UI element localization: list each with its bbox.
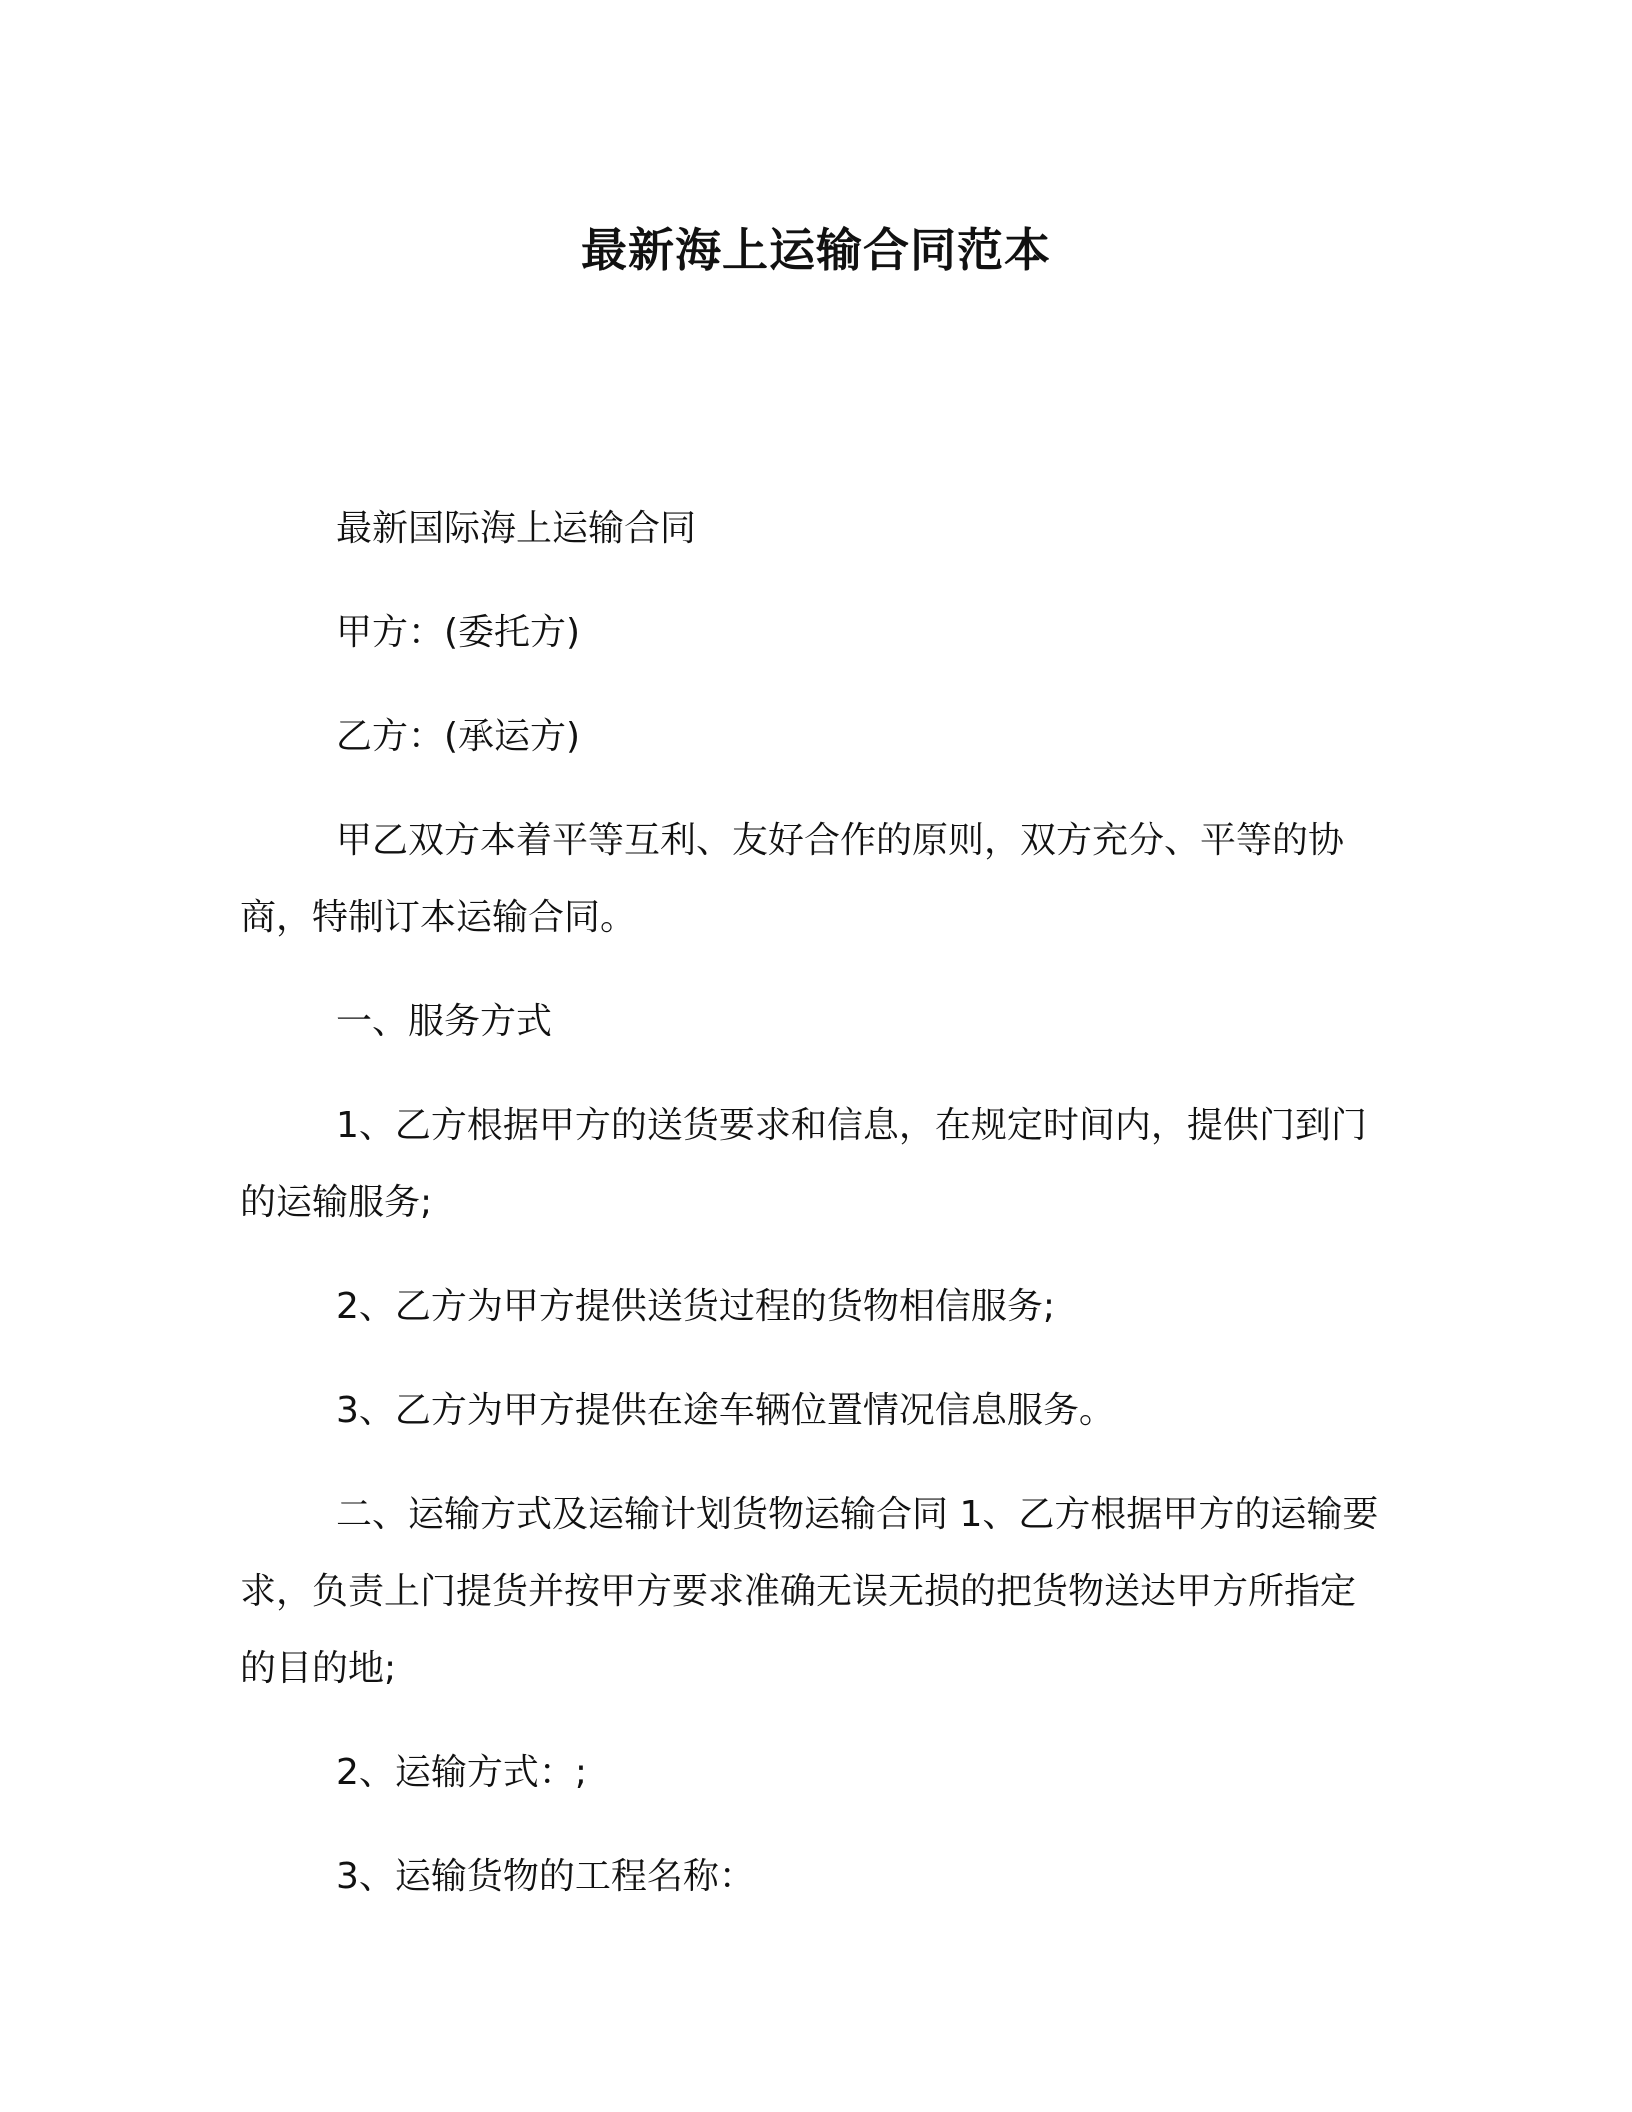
- service-item-1: 1、乙方根据甲方的送货要求和信息，在规定时间内，提供门到门的运输服务;: [240, 1105, 1367, 1223]
- transport-item-3: 3、运输货物的工程名称：: [336, 1856, 755, 1897]
- preamble-paragraph: 甲乙双方本着平等互利、友好合作的原则，双方充分、平等的协商，特制订本运输合同。: [240, 820, 1345, 938]
- party-b-line: 乙方：(承运方): [336, 716, 581, 757]
- document-body: [240, 490, 1390, 1942]
- contract-subtitle: 最新国际海上运输合同: [336, 508, 697, 549]
- service-item-2: 2、乙方为甲方提供送货过程的货物相信服务;: [336, 1286, 1056, 1327]
- service-item-3: 3、乙方为甲方提供在途车辆位置情况信息服务。: [336, 1390, 1115, 1431]
- section-heading-service: 一、服务方式: [336, 1001, 553, 1042]
- party-a-line: 甲方：(委托方): [336, 612, 581, 653]
- document-title: 最新海上运输合同范本: [581, 223, 1051, 277]
- transport-item-2: 2、运输方式：;: [336, 1752, 588, 1793]
- section-heading-transport: 二、运输方式及运输计划货物运输合同 1、乙方根据甲方的运输要求，负责上门提货并按甲方要求准确无误无损的把货物送达甲方所指定的目的地;: [240, 1494, 1379, 1689]
